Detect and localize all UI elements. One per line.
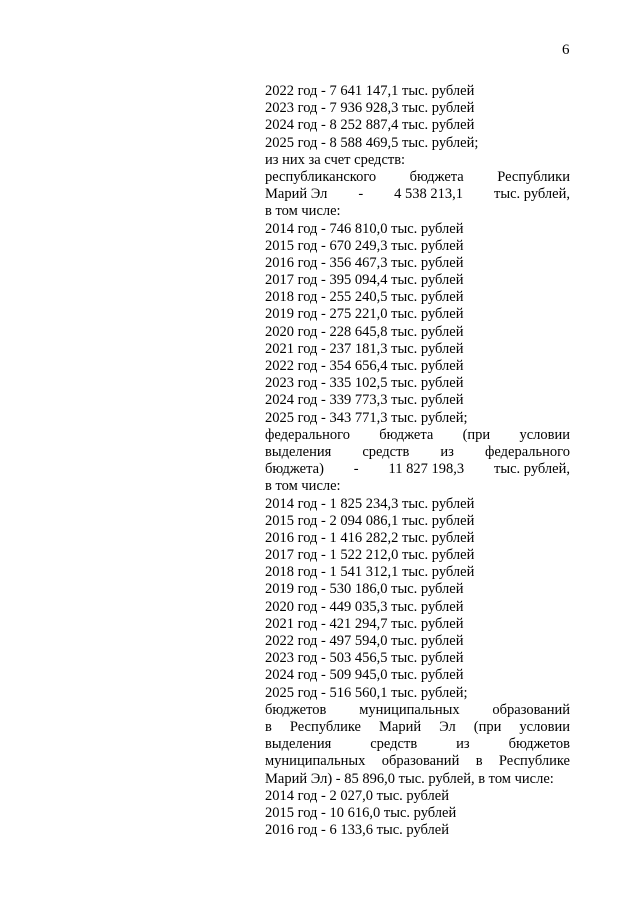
word: Республике — [289, 718, 361, 735]
page-number: 6 — [562, 42, 570, 58]
word: муниципальных — [359, 701, 460, 718]
word: условии — [519, 718, 570, 735]
word: (при — [473, 718, 502, 735]
text-line: 2025 год - 516 560,1 тыс. рублей; — [265, 684, 468, 701]
word: бюджета — [409, 168, 464, 185]
word: Республики — [497, 168, 570, 185]
text-line: 2023 год - 503 456,5 тыс. рублей — [265, 650, 464, 667]
text-line: 2018 год - 1 541 312,1 тыс. рублей — [265, 564, 475, 581]
text-line: в том числе: — [265, 203, 341, 220]
justified-text-line — [265, 169, 570, 186]
text-line: 2014 год - 746 810,0 тыс. рублей — [265, 220, 464, 237]
text-line: 2017 год - 1 522 212,0 тыс. рублей — [265, 547, 475, 564]
justified-text-line — [265, 427, 570, 444]
word: - — [353, 461, 359, 478]
word: (при — [462, 426, 491, 443]
word: федерального — [265, 426, 350, 443]
word: тыс. рублей, — [494, 461, 570, 478]
justified-text-line — [265, 702, 570, 719]
text-line: 2014 год - 1 825 234,3 тыс. рублей — [265, 495, 475, 512]
document-body — [265, 83, 570, 839]
text-line: 2019 год - 530 186,0 тыс. рублей — [265, 581, 464, 598]
word: Эл — [439, 718, 456, 735]
word: муниципальных — [265, 753, 366, 770]
text-line: 2024 год - 8 252 887,4 тыс. рублей — [265, 117, 475, 134]
text-line: 2014 год - 2 027,0 тыс. рублей — [265, 787, 449, 804]
text-line: 2025 год - 343 771,3 тыс. рублей; — [265, 409, 468, 426]
text-line: 2016 год - 6 133,6 тыс. рублей — [265, 822, 449, 839]
text-line: 2022 год - 497 594,0 тыс. рублей — [265, 633, 464, 649]
text-line: Марий Эл) - 85 896,0 тыс. рублей, в том числе: — [265, 770, 554, 787]
word: выделения — [265, 443, 332, 460]
word: образований — [492, 701, 570, 718]
text-line: 2022 год - 354 656,4 тыс. рублей — [265, 358, 464, 374]
text-line: в том числе: — [265, 478, 341, 495]
text-line: 2023 год - 7 936 928,3 тыс. рублей — [265, 100, 475, 117]
word: образований — [381, 753, 460, 770]
word: выделения — [265, 736, 332, 753]
justified-text-line — [265, 753, 570, 770]
word: тыс. рублей, — [494, 186, 570, 203]
text-line: 2019 год - 275 221,0 тыс. рублей — [265, 306, 464, 323]
justified-text-line — [265, 719, 570, 736]
text-line: 2023 год - 335 102,5 тыс. рублей — [265, 375, 464, 392]
word: из — [440, 443, 454, 460]
word: бюджетов — [508, 736, 570, 753]
text-line: 2021 год - 237 181,3 тыс. рублей — [265, 340, 464, 357]
word: республиканского — [265, 168, 377, 185]
word: Республике — [498, 753, 570, 770]
word: бюджета — [379, 426, 434, 443]
word: федерального — [485, 443, 570, 460]
justified-text-line — [265, 186, 570, 203]
justified-text-line — [265, 444, 570, 461]
word: Марий Эл — [265, 186, 328, 203]
word: в — [475, 753, 483, 770]
text-line: 2020 год - 228 645,8 тыс. рублей — [265, 323, 464, 340]
text-line: 2015 год - 2 094 086,1 тыс. рублей — [265, 512, 475, 529]
word: - — [358, 186, 364, 203]
word: бюджетов — [265, 701, 327, 718]
word: из — [456, 736, 470, 753]
text-line: 2015 год - 10 616,0 тыс. рублей — [265, 804, 457, 821]
text-line: 2016 год - 356 467,3 тыс. рублей — [265, 254, 464, 271]
text-line: 2024 год - 509 945,0 тыс. рублей — [265, 667, 464, 684]
word: 4 538 213,1 — [394, 186, 464, 203]
word: бюджета) — [265, 461, 324, 478]
word: Марий — [378, 718, 422, 735]
justified-text-line — [265, 461, 570, 478]
text-line: 2018 год - 255 240,5 тыс. рублей — [265, 289, 464, 306]
text-line: 2015 год - 670 249,3 тыс. рублей — [265, 237, 464, 254]
text-line: 2024 год - 339 773,3 тыс. рублей — [265, 392, 464, 409]
text-line: 2016 год - 1 416 282,2 тыс. рублей — [265, 529, 475, 546]
word: средств — [370, 736, 418, 753]
text-line: 2022 год - 7 641 147,1 тыс. рублей — [265, 83, 475, 99]
word: в — [265, 718, 272, 735]
word: условии — [519, 426, 570, 443]
text-line: 2020 год - 449 035,3 тыс. рублей — [265, 598, 464, 615]
text-line: из них за счет средств: — [265, 151, 406, 168]
text-line: 2017 год - 395 094,4 тыс. рублей — [265, 272, 464, 289]
text-line: 2025 год - 8 588 469,5 тыс. рублей; — [265, 134, 479, 151]
justified-text-line — [265, 736, 570, 753]
word: 11 827 198,3 — [388, 461, 465, 478]
text-line: 2021 год - 421 294,7 тыс. рублей — [265, 615, 464, 632]
word: средств — [362, 443, 410, 460]
